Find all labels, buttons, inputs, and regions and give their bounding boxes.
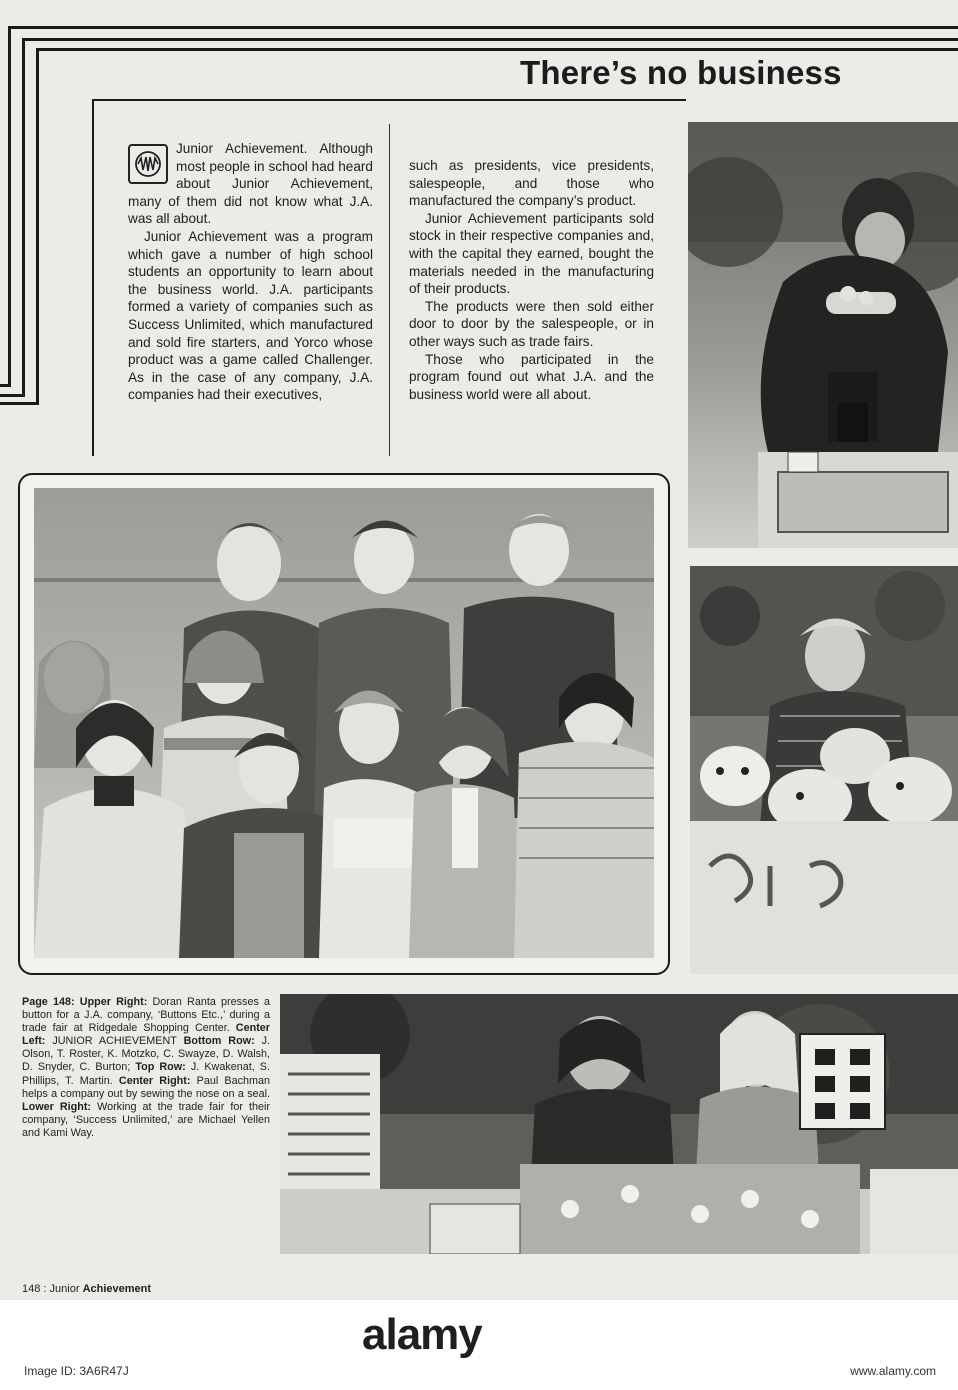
ja-logo-icon [128, 144, 168, 184]
caption-label: Page 148: [22, 996, 75, 1008]
article-column-1 [128, 140, 373, 404]
caption-label: Bottom Row: [183, 1035, 255, 1048]
article-paragraph: Junior Achievement. Although most people in school had heard about Junior Achievement, many of them did not know what J.A. was all about. [128, 141, 373, 227]
photo-caption [22, 996, 270, 1140]
photo-upper-right [688, 122, 958, 548]
text-box-top-rule [92, 99, 686, 101]
section-name-bold: Achievement [82, 1283, 152, 1295]
page-footer [22, 1283, 151, 1295]
article-paragraph: such as presidents, vice presidents, salespeople, and those who manufactured the company’s product. [409, 158, 654, 209]
watermark-url[interactable]: www.alamy.com [850, 1364, 936, 1378]
image-id: Image ID: 3A6R47J [24, 1364, 129, 1378]
caption-text: JUNIOR ACHIEVEMENT [52, 1035, 177, 1048]
page-number: 148 : [22, 1283, 47, 1295]
photo-center-right [690, 566, 958, 974]
alamy-logo: alamy [362, 1310, 482, 1359]
caption-label: Center Right: [118, 1074, 191, 1087]
frame-line-top-outer [8, 26, 958, 29]
caption-text: J. Kwakenat, S. Phillips, T. Martin. [22, 1061, 271, 1087]
frame-line-bottom-outer [0, 384, 11, 387]
caption-label: Center Left: [22, 1022, 270, 1048]
caption-text: J. Olson, T. Roster, K. Motzko, C. Swayze, D. Walsh, D. Snyder, C. Burton; [22, 1035, 271, 1074]
caption-label: Upper Right: [79, 996, 148, 1008]
article-paragraph: Junior Achievement was a program which gave a number of high school students an opportunity to learn about the business world. J.A. participants formed a variety of companies such as Success Unlimited, which manufactured and sold fire starters, and Yorco whose product was a game called Challenger. As in the case of any company, J.A. companies had their executives, [128, 228, 373, 403]
frame-line-left-outer [8, 26, 11, 384]
article-paragraph: Junior Achievement participants sold stock in their respective companies and, with the capital they earned, bought the materials needed in the manufacturing of their products. [409, 210, 654, 297]
article-column-2 [409, 157, 654, 403]
frame-line-left-inner [36, 48, 39, 404]
caption-label: Top Row: [135, 1061, 186, 1074]
section-name: Junior [49, 1283, 80, 1295]
caption-text: Working at the trade fair for their company, ‘Success Unlimited,’ are Michael Yellen and Kami Way. [22, 1100, 270, 1139]
frame-line-top-inner [36, 48, 958, 51]
frame-line-bottom-middle [0, 394, 25, 397]
caption-text: Paul Bachman helps a company out by sewing the nose on a seal. [22, 1074, 271, 1100]
column-divider [389, 124, 390, 456]
photo-lower-right [280, 994, 958, 1254]
frame-line-top-middle [22, 38, 958, 41]
frame-line-left-middle [22, 38, 25, 396]
caption-label: Lower Right: [22, 1100, 92, 1113]
article-paragraph: The products were then sold either door to door by the salespeople, or in other ways such as trade fairs. [409, 298, 654, 349]
frame-line-bottom-inner [0, 402, 39, 405]
caption-text: Doran Ranta presses a button for a J.A. company, ‘Buttons Etc.,’ during a trade fair at Ridgedale Shopping Center. [22, 996, 271, 1035]
text-box-left-rule [92, 99, 94, 456]
article-paragraph: Those who participated in the program found out what J.A. and the business world were all about. [409, 351, 654, 402]
page-title: There’s no business [520, 54, 842, 91]
photo-group-junior-achievement [34, 488, 654, 958]
